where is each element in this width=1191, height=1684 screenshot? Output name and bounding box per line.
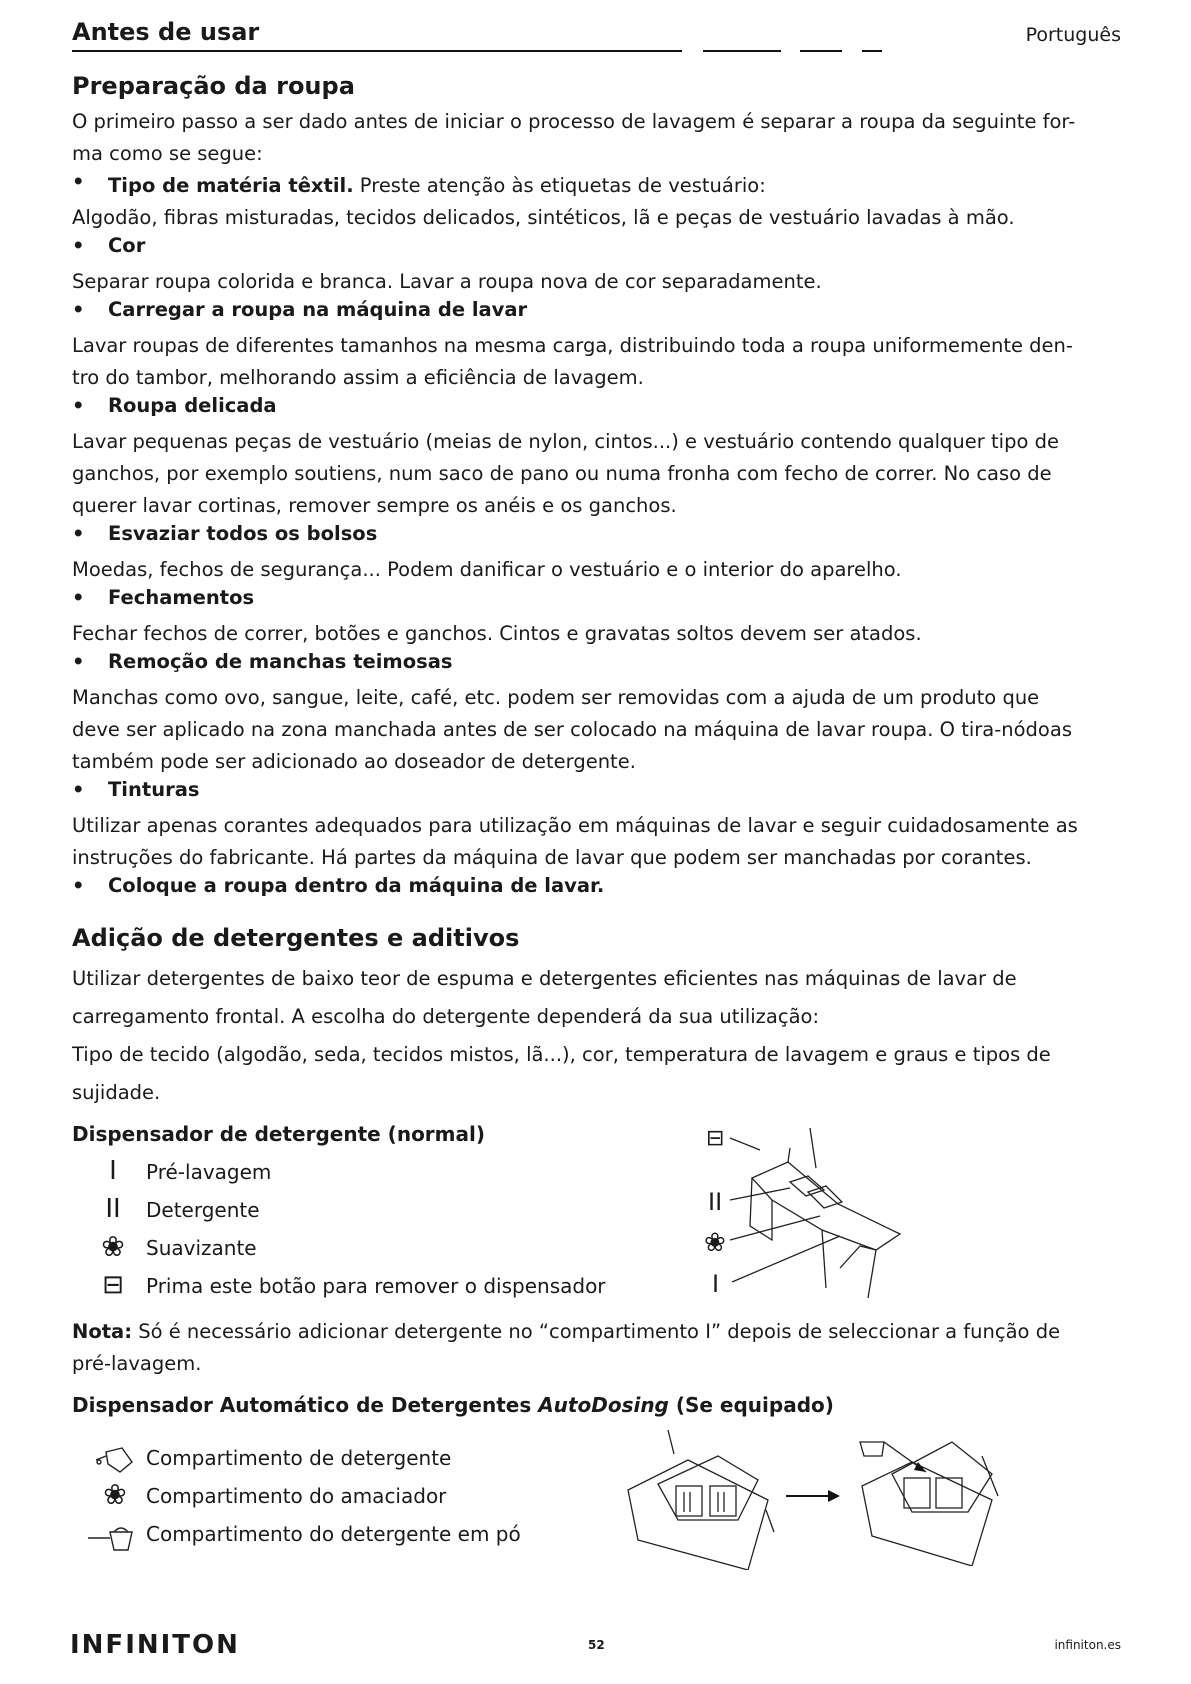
item-inline-text: Preste atenção às etiquetas de vestuário: (353, 174, 766, 197)
detergent-bottle-icon (94, 1446, 134, 1474)
legend-label: Compartimento do amaciador (146, 1484, 447, 1508)
item-text: instruções do fabricante. Há partes da máquina de lavar que podem ser manchadas por corantes. (72, 846, 1032, 869)
item-text: Manchas como ovo, sangue, leite, café, etc. podem ser removidas com a ajuda de um produto que (72, 686, 1040, 709)
softener-flower-icon: ❀ (101, 1230, 125, 1263)
item-text: Separar roupa colorida e branca. Lavar a roupa nova de cor separadamente. (72, 270, 822, 293)
list-item: • Fechamentos (72, 586, 255, 609)
legend-row (90, 1444, 610, 1482)
intro-line: O primeiro passo a ser dado antes de iniciar o processo de lavagem é separar a roupa da seguinte for- (72, 110, 1076, 133)
item-label: Esvaziar todos os bolsos (108, 522, 378, 545)
item-label: Coloque a roupa dentro da máquina de lavar. (108, 874, 605, 897)
header-rule-segment (703, 50, 781, 52)
item-text: Fechar fechos de correr, botões e ganchos. Cintos e gravatas soltos devem ser atados. (72, 622, 922, 645)
prewash-icon: I (109, 1156, 117, 1186)
paragraph-line: carregamento frontal. A escolha do detergente dependerá da sua utilização: (72, 1005, 820, 1028)
legend-row (90, 1520, 610, 1558)
autodosing-title-prefix: Dispensador Automático de Detergentes (72, 1393, 539, 1417)
item-text: Algodão, fibras misturadas, tecidos delicados, sintéticos, lã e peças de vestuário lavadas à mão. (72, 206, 1015, 229)
item-text: Utilizar apenas corantes adequados para utilização em máquinas de lavar e seguir cuidadosamente as (72, 814, 1078, 837)
autodosing-title-suffix: (Se equipado) (668, 1393, 834, 1417)
dispenser-normal-legend (96, 1158, 656, 1310)
legend-row (90, 1478, 610, 1520)
item-text: também pode ser adicionado ao doseador de detergente. (72, 750, 636, 773)
paragraph-line: Utilizar detergentes de baixo teor de espuma e detergentes eficientes nas máquinas de lavar de (72, 967, 1017, 990)
item-label: Tipo de matéria têxtil. (108, 174, 354, 197)
powder-scoop-icon (86, 1522, 136, 1552)
autodosing-drawer-open-drawing (852, 1416, 1002, 1566)
legend-label: Pré-lavagem (146, 1160, 272, 1184)
legend-label: Compartimento de detergente (146, 1446, 452, 1470)
item-text: tro do tambor, melhorando assim a eficiência de lavagem. (72, 366, 644, 389)
arrow-right-icon (784, 1486, 844, 1506)
release-button-icon: ⊟ (102, 1270, 124, 1300)
autodosing-title (72, 1393, 834, 1417)
note-label: Nota: (72, 1320, 132, 1343)
page-number: 52 (588, 1638, 605, 1652)
page-header-title: Antes de usar (72, 18, 260, 46)
legend-row (96, 1158, 656, 1196)
section-intro (72, 106, 1075, 170)
legend-label: Prima este botão para remover o dispensador (146, 1274, 606, 1298)
legend-label: Detergente (146, 1198, 260, 1222)
prewash-icon: I (712, 1270, 720, 1298)
item-label: Fechamentos (108, 586, 255, 609)
footer-url: infiniton.es (1054, 1638, 1121, 1652)
item-label: Cor (108, 234, 146, 257)
autodosing-brand: AutoDosing (538, 1393, 669, 1417)
item-text: deve ser aplicado na zona manchada antes de ser colocado na máquina de lavar roupa. O tira-nódoas (72, 718, 1072, 741)
section-heading-preparacao: Preparação da roupa (72, 72, 355, 100)
legend-row (96, 1272, 656, 1310)
paragraph-line: Tipo de tecido (algodão, seda, tecidos mistos, lã...), cor, temperatura de lavagem e graus e tipos de (72, 1043, 1051, 1066)
list-item: • Carregar a roupa na máquina de lavar (72, 298, 528, 321)
item-text: querer lavar cortinas, remover sempre os anéis e os ganchos. (72, 494, 677, 517)
legend-label: Suavizante (146, 1236, 257, 1260)
header-rule-segment (862, 50, 882, 52)
softener-flower-icon: ❀ (704, 1228, 726, 1258)
legend-row (96, 1196, 656, 1234)
header-rule-segment (800, 50, 842, 52)
header-rule (72, 50, 682, 52)
section2-paragraph (72, 960, 1051, 1112)
legend-row (96, 1230, 656, 1272)
item-text: Moedas, fechos de segurança... Podem danificar o vestuário e o interior do aparelho. (72, 558, 902, 581)
language-label: Português (1025, 24, 1121, 46)
list-item: • Tinturas (72, 778, 200, 801)
list-item: • Tipo de matéria têxtil. Preste atenção às etiquetas de vestuário: (72, 170, 766, 197)
item-label: Carregar a roupa na máquina de lavar (108, 298, 528, 321)
legend-label: Compartimento do detergente em pó (146, 1522, 521, 1546)
list-item: • Coloque a roupa dentro da máquina de lavar. (72, 874, 605, 897)
item-label: Roupa delicada (108, 394, 277, 417)
intro-line: ma como se segue: (72, 142, 263, 165)
note-text: pré-lavagem. (72, 1352, 202, 1375)
section-heading-detergentes: Adição de detergentes e aditivos (72, 924, 520, 952)
list-item: • Roupa delicada (72, 394, 277, 417)
autodosing-legend (90, 1444, 610, 1558)
drawer-drawing (690, 1118, 930, 1308)
list-item: • Esvaziar todos os bolsos (72, 522, 378, 545)
item-label: Tinturas (108, 778, 200, 801)
release-button-icon: ⊟ (706, 1126, 725, 1151)
note-block (72, 1316, 1132, 1380)
detergent-icon: II (708, 1188, 723, 1216)
dispenser-normal-title: Dispensador de detergente (normal) (72, 1122, 485, 1146)
list-item: • Remoção de manchas teimosas (72, 650, 453, 673)
paragraph-line: sujidade. (72, 1081, 161, 1104)
bullet-list (72, 170, 1132, 906)
dispenser-drawer-diagram (690, 1118, 930, 1308)
softener-flower-icon: ❀ (103, 1478, 127, 1511)
note-text: Só é necessário adicionar detergente no “compartimento I” depois de seleccionar a função de (138, 1320, 1061, 1343)
item-text: Lavar roupas de diferentes tamanhos na mesma carga, distribuindo toda a roupa uniformemente den- (72, 334, 1073, 357)
item-text: Lavar pequenas peças de vestuário (meias de nylon, cintos...) e vestuário contendo qualquer tipo de (72, 430, 1059, 453)
autodosing-drawer-closed-drawing (618, 1420, 778, 1570)
item-label: Remoção de manchas teimosas (108, 650, 453, 673)
detergent-icon: II (105, 1194, 121, 1224)
list-item: • Cor (72, 234, 146, 257)
item-text: ganchos, por exemplo soutiens, num saco de pano ou numa fronha com fecho de correr. No caso de (72, 462, 1052, 485)
brand-logo: INFINITON (70, 1630, 240, 1660)
